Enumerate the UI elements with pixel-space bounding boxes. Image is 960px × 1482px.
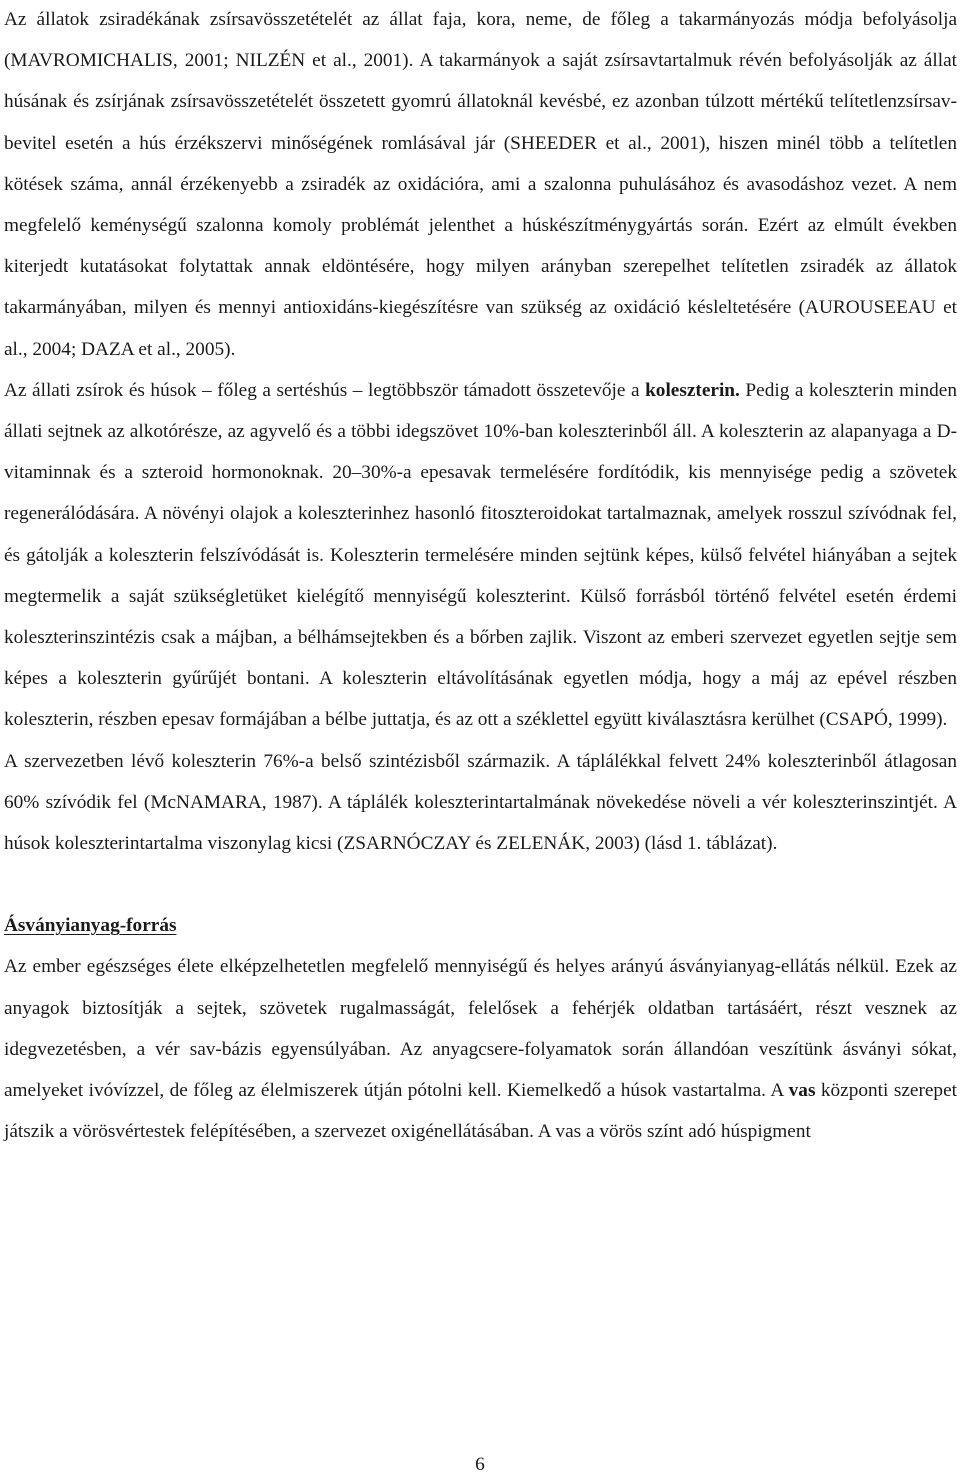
paragraph-cholesterol-body: Pedig a koleszterin minden állati sejtnek az alkotórésze, az agyvelő és a többi idegszövet 10%-ban koleszterinből áll. A koleszterin az alapanyaga a D-vitaminnak és a szteroid hormonoknak. 20–30%-a epesavak termelésére fordítódik, kis mennyisége pedig a szövetek regenerálódására. A növényi olajok a koleszterinhez hasonló fitoszteroidokat tartalmaznak, amelyek rosszul szívódnak fel, és gátolják a koleszterin felszívódását is. Koleszterin termelésére minden sejtünk képes, külső felvétel hiányában a sejtek megtermelik a saját szükségletüket kielégítő mennyiségű koleszterint. Külső forrásból történő felvétel esetén érdemi koleszterinszintézis csak a májban, a bélhámsejtekben és a bőrben zajlik. Viszont az emberi szervezet egyetlen sejtje sem képes a koleszterin gyűrűjét bontani. A koleszterin eltávolításának egyetlen módja, hogy a máj az epével részben koleszterin, részben epesav formájában a bélbe juttatja, és az ott a széklettel együtt kiválasztásra kerülhet (CSAPÓ, 1999). [4, 379, 957, 731]
section-heading-mineral-source: Ásványianyag-forrás [4, 915, 177, 937]
paragraph-minerals [4, 946, 957, 1152]
paragraph-cholesterol-intake: A szervezetben lévő koleszterin 76%-a belső szintézisből származik. A táplálékkal felvett 24% koleszterinből átlagosan 60% szívódik fel (McNAMARA, 1987). A táplálék koleszterintartalmának növekedése növeli a vér koleszterinszintjét. A húsok koleszterintartalma viszonylag kicsi (ZSARNÓCZAY és ZELENÁK, 2003) (lásd 1. táblázat). [4, 750, 957, 855]
page-content [4, 0, 957, 1152]
keyword-cholesterol: koleszterin. [645, 379, 740, 401]
paragraph-minerals-body: központi szerepet játszik a vörösvértestek felépítésében, a szervezet oxigénellátásában. A vas a vörös színt adó húspigment [4, 1080, 957, 1143]
paragraph-minerals-intro: Az ember egészséges élete elképzelhetetlen megfelelő mennyiségű és helyes arányú ásványianyag-ellátás nélkül. Ezek az anyagok biztosítják a sejtek, szövetek rugalmasságát, felelősek a fehérjék oldatban tartásáért, részt vesznek az idegvezetésben, a vér sav-bázis egyensúlyában. Az anyagcsere-folyamatok során állandóan veszítünk ásványi sókat, amelyeket ivóvízzel, de főleg az élelmiszerek útján pótolni kell. Kiemelkedő a húsok vastartalma. A [4, 956, 957, 1102]
page-number: 6 [475, 1454, 485, 1475]
paragraph-cholesterol [4, 370, 957, 741]
paragraph-cholesterol-intro: Az állati zsírok és húsok – főleg a sertéshús – legtöbbször támadott összetevője a [4, 379, 646, 401]
keyword-iron: vas [788, 1080, 816, 1102]
paragraph-fatty-acid-composition: Az állatok zsiradékának zsírsavösszetételét az állat faja, kora, neme, de főleg a takarmányozás módja befolyásolja (MAVROMICHALIS, 2001; NILZÉN et al., 2001). A takarmányok a saját zsírsavtartalmuk révén befolyásolják az állat húsának és zsírjának zsírsavösszetételét összetett gyomrú állatoknál kevésbé, ez azonban túlzott mértékű telítetlenzsírsav-bevitel esetén a hús érzékszervi minőségének romlásával jár (SHEEDER et al., 2001), hiszen minél több a telítetlen kötések száma, annál érzékenyebb a zsiradék az oxidációra, ami a szalonna puhulásához és avasodáshoz vezet. A nem megfelelő keménységű szalonna komoly problémát jelenthet a húskészítménygyártás során. Ezért az elmúlt években kiterjedt kutatásokat folytattak annak eldöntésére, hogy milyen arányban szerepelhet telítetlen zsiradék az állatok takarmányában, milyen és mennyi antioxidáns-kiegészítésre van szükség az oxidáció késleltetésére (AUROUSEEAU et al., 2004; DAZA et al., 2005). [4, 9, 957, 360]
